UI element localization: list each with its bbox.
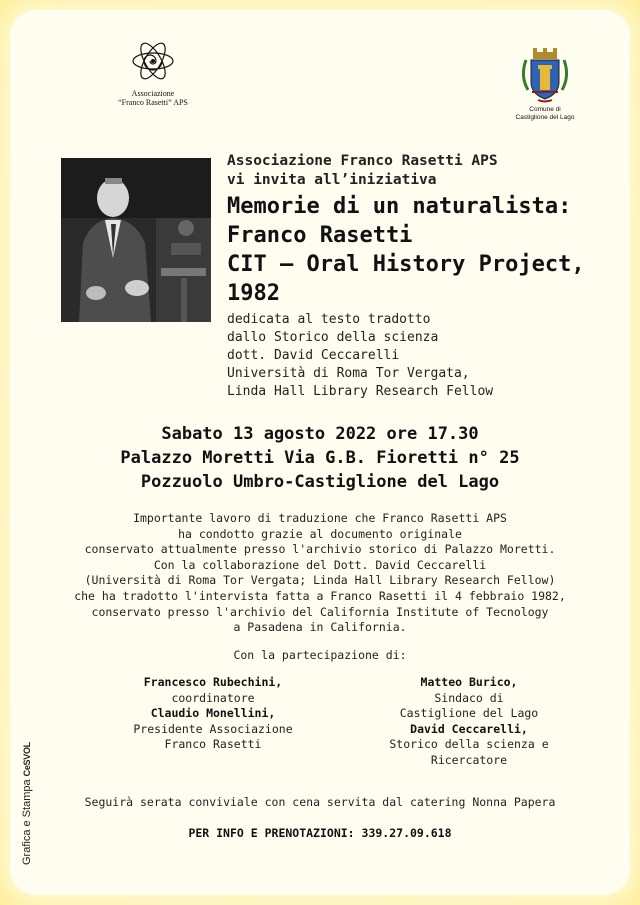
participant-role: Storico della scienza e [389, 737, 549, 752]
association-logo [98, 38, 208, 107]
atom-shell-icon [130, 38, 176, 84]
dedication-line: dallo Storico della scienza [227, 330, 439, 345]
info-contact: PER INFO E PRENOTAZIONI: 339.27.09.618 [188, 826, 452, 840]
dedication [227, 311, 617, 401]
participant-role: Castiglione del Lago [399, 706, 539, 721]
credit-prefix: Grafica e Stampa [21, 779, 33, 865]
participant-role: Ricercatore [430, 752, 508, 767]
participant-role: coordinatore [171, 690, 255, 705]
event-details [0, 422, 640, 494]
credit-brand-logo: CeSVOL [22, 742, 32, 777]
intro-block [227, 152, 617, 401]
print-credit [21, 742, 33, 865]
participant-name: Claudio Monellini, [150, 706, 276, 721]
event-title [227, 192, 617, 308]
event-description: Importante lavoro di traduzione che Franco Rasetti APS ha condotto grazie al documento originale conservato attualmente presso l'archivio storico di Palazzo Moretti. Con la collaborazione del Dott. David Ceccarelli (Università di Roma Tor Vergata; Linda Hall Library Research Fellow) che ha tradotto l'intervista fatta a Franco Rasetti il 4 febbraio 1982, conservato presso l'archivio del California Institute of Tecnology a Pasadena in California. [74, 511, 566, 635]
dinner-note: Seguirà serata conviviale con cena servita dal catering Nonna Papera [84, 795, 556, 809]
comune-caption-line1: Comune di [529, 106, 561, 113]
participant-role: Sindaco di [434, 690, 504, 705]
participant-name: Matteo Burico, [420, 675, 518, 689]
association-caption-line1: Associazione [131, 89, 175, 98]
participants-right [349, 675, 589, 769]
participant-role: Presidente Associazione [133, 721, 293, 736]
invite-line: vi invita all’iniziativa [227, 172, 437, 188]
comune-logo [512, 46, 578, 121]
participant-name: David Ceccarelli, [410, 721, 528, 736]
dedication-line: Linda Hall Library Research Fellow [227, 384, 494, 399]
franco-rasetti-photo [61, 158, 211, 322]
coat-of-arms-icon [518, 46, 572, 104]
participant-name: Francesco Rubechini, [143, 675, 283, 689]
organizer-line: Associazione Franco Rasetti APS [227, 153, 498, 169]
title-line: Memorie di un naturalista: [227, 194, 572, 219]
event-date-time: Sabato 13 agosto 2022 ore 17.30 [161, 424, 479, 444]
event-place: Pozzuolo Umbro-Castiglione del Lago [140, 472, 500, 492]
association-caption-line2: “Franco Rasetti” APS [118, 98, 188, 107]
dedication-line: dott. David Ceccarelli [227, 348, 400, 363]
comune-caption-line2: Castiglione del Lago [515, 113, 575, 121]
participants-left [93, 675, 333, 753]
participant-role: Franco Rasetti [164, 737, 262, 752]
dedication-line: Università di Roma Tor Vergata, [227, 366, 470, 381]
title-line: Franco Rasetti [227, 223, 413, 248]
title-line: CIT – Oral History Project, [227, 252, 585, 277]
participation-heading: Con la partecipazione di: [233, 648, 407, 662]
dedication-line: dedicata al testo tradotto [227, 312, 431, 327]
title-line: 1982 [227, 281, 280, 306]
event-venue: Palazzo Moretti Via G.B. Fioretti n° 25 [120, 448, 520, 468]
